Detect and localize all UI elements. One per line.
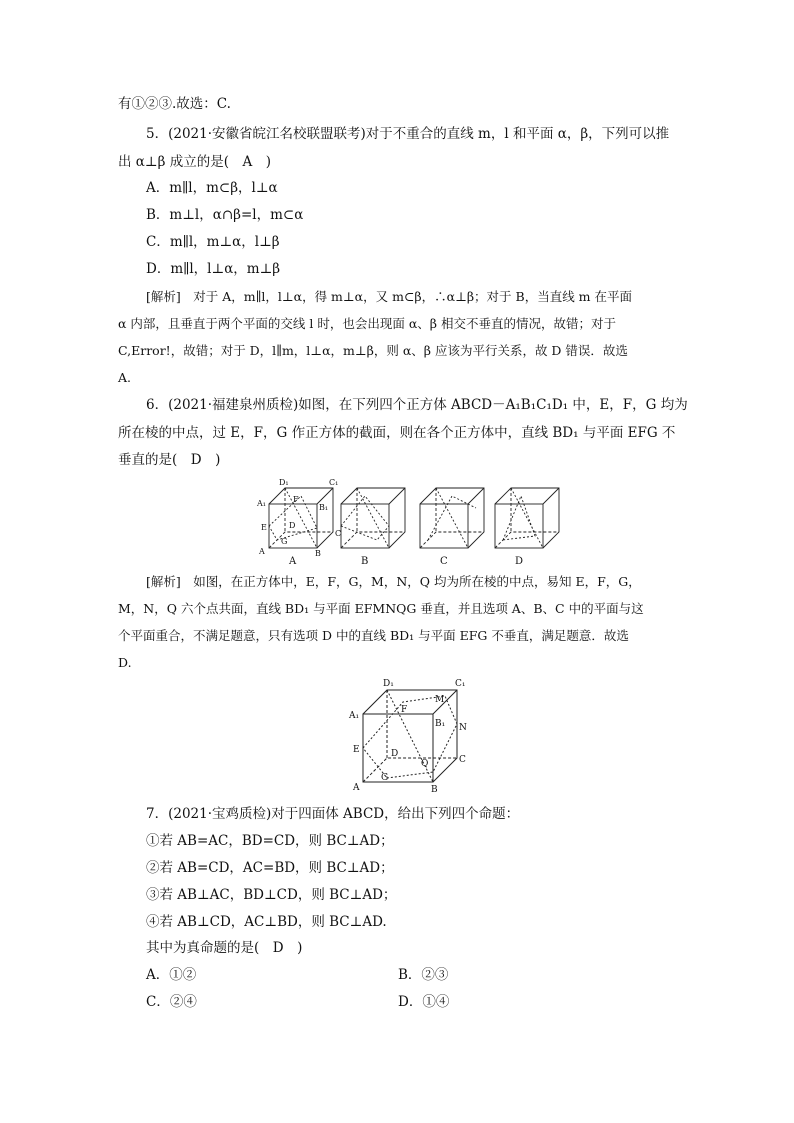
svg-text:E: E bbox=[353, 745, 360, 755]
question-6-stem: 6．(2021·福建泉州质检)如图，在下列四个正方体 ABCD－A₁B₁C₁D₁ 中，E，F，G 均为 bbox=[146, 397, 688, 413]
svg-text:B: B bbox=[431, 785, 438, 794]
cube-section-labels bbox=[348, 679, 467, 794]
svg-text:D: D bbox=[515, 556, 524, 566]
question-7-option-b: B．②③ bbox=[398, 967, 449, 983]
four-cubes-figure bbox=[255, 476, 565, 566]
proposition-2: ②若 AB=CD，AC=BD，则 BC⊥AD； bbox=[146, 860, 394, 876]
cube-option-labels bbox=[288, 556, 523, 566]
svg-text:D₁: D₁ bbox=[279, 478, 289, 487]
svg-text:B: B bbox=[361, 556, 369, 566]
svg-text:C: C bbox=[459, 755, 466, 765]
svg-text:A: A bbox=[289, 556, 297, 566]
svg-text:Q: Q bbox=[421, 759, 429, 769]
svg-text:D: D bbox=[391, 749, 399, 759]
svg-text:D₁: D₁ bbox=[383, 679, 394, 689]
question-7-option-c: C．②④ bbox=[146, 994, 197, 1010]
svg-text:C: C bbox=[335, 529, 342, 538]
svg-text:B₁: B₁ bbox=[435, 719, 446, 729]
svg-text:A₁: A₁ bbox=[257, 499, 266, 508]
question-5-stem-cont: 出 α⊥β 成立的是( A ) bbox=[118, 154, 271, 170]
svg-text:A: A bbox=[259, 547, 265, 556]
svg-text:N: N bbox=[459, 723, 467, 733]
question-5-stem: 5．(2021·安徽省皖江名校联盟联考)对于不重合的直线 m，l 和平面 α，β，下列可以推 bbox=[146, 126, 670, 142]
question-7-stem: 7．(2021·宝鸡质检)对于四面体 ABCD，给出下列四个命题： bbox=[146, 806, 520, 822]
question-6-analysis-3: 个平面重合，不满足题意，只有选项 D 中的直线 BD₁ 与平面 EFG 不垂直，满足题意．故选 bbox=[118, 628, 629, 643]
svg-text:F: F bbox=[293, 495, 299, 504]
question-7-ask: 其中为真命题的是( D ) bbox=[146, 940, 303, 956]
svg-text:F: F bbox=[401, 705, 408, 715]
text-line-continuation: 有①②③.故选：C. bbox=[118, 96, 231, 112]
cube-section-figure bbox=[345, 676, 475, 794]
proposition-3: ③若 AB⊥AC，BD⊥CD，则 BC⊥AD； bbox=[146, 887, 397, 903]
question-7-option-d: D．①④ bbox=[398, 994, 450, 1010]
cube-d bbox=[495, 488, 559, 548]
svg-text:B: B bbox=[315, 549, 321, 558]
svg-text:D: D bbox=[289, 521, 296, 530]
question-6-stem-cont: 所在棱的中点，过 E，F，G 作正方体的截面，则在各个正方体中，直线 BD₁ 与平面 EFG 不 bbox=[118, 425, 676, 441]
cube-a bbox=[269, 488, 333, 548]
question-5-analysis-1: [解析] 对于 A，m∥l，l⊥α，得 m⊥α，又 m⊂β，∴α⊥β；对于 B，当直线 m 在平面 bbox=[146, 289, 633, 304]
cube-c bbox=[420, 488, 484, 548]
svg-text:M: M bbox=[435, 695, 445, 705]
question-6-stem-end: 垂直的是( D ) bbox=[118, 452, 221, 468]
question-5-analysis-3: C,Error!，故错；对于 D，l∥m，l⊥α，m⊥β，则 α、β 应该为平行关系，故 D 错误．故选 bbox=[118, 343, 628, 358]
question-5-analysis-4: A. bbox=[118, 370, 132, 385]
question-5-analysis-2: α 内部，且垂直于两个平面的交线 l 时，也会出现面 α、β 相交不垂直的情况，故错；对于 bbox=[118, 316, 616, 331]
question-7-option-a: A．①② bbox=[146, 967, 197, 983]
question-5-option-c: C．m∥l，m⊥α，l⊥β bbox=[146, 234, 280, 250]
svg-text:E: E bbox=[261, 523, 267, 532]
svg-text:C₁: C₁ bbox=[329, 478, 339, 487]
cube-b bbox=[341, 488, 405, 548]
question-6-analysis-2: M，N，Q 六个点共面，直线 BD₁ 与平面 EFMNQG 垂直，并且选项 A、B、C 中的平面与这 bbox=[118, 601, 644, 616]
svg-text:C₁: C₁ bbox=[455, 679, 466, 689]
proposition-4: ④若 AB⊥CD，AC⊥BD，则 BC⊥AD. bbox=[146, 914, 387, 930]
svg-text:B₁: B₁ bbox=[319, 503, 329, 512]
question-6-analysis-4: D. bbox=[118, 655, 132, 670]
svg-text:A₁: A₁ bbox=[349, 711, 360, 721]
question-5-option-a: A．m∥l，m⊂β，l⊥α bbox=[146, 180, 278, 196]
question-5-option-b: B．m⊥l，α∩β=l，m⊂α bbox=[146, 207, 304, 223]
proposition-1: ①若 AB=AC，BD=CD，则 BC⊥AD； bbox=[146, 833, 394, 849]
question-5-option-d: D．m∥l，l⊥α，m⊥β bbox=[146, 261, 281, 277]
question-6-analysis-1: [解析] 如图，在正方体中，E，F，G，M，N，Q 均为所在棱的中点，易知 E，F，G， bbox=[146, 574, 641, 589]
svg-text:G: G bbox=[381, 773, 389, 783]
svg-text:C: C bbox=[440, 556, 448, 566]
svg-text:G: G bbox=[281, 537, 288, 546]
svg-text:A: A bbox=[353, 783, 360, 793]
